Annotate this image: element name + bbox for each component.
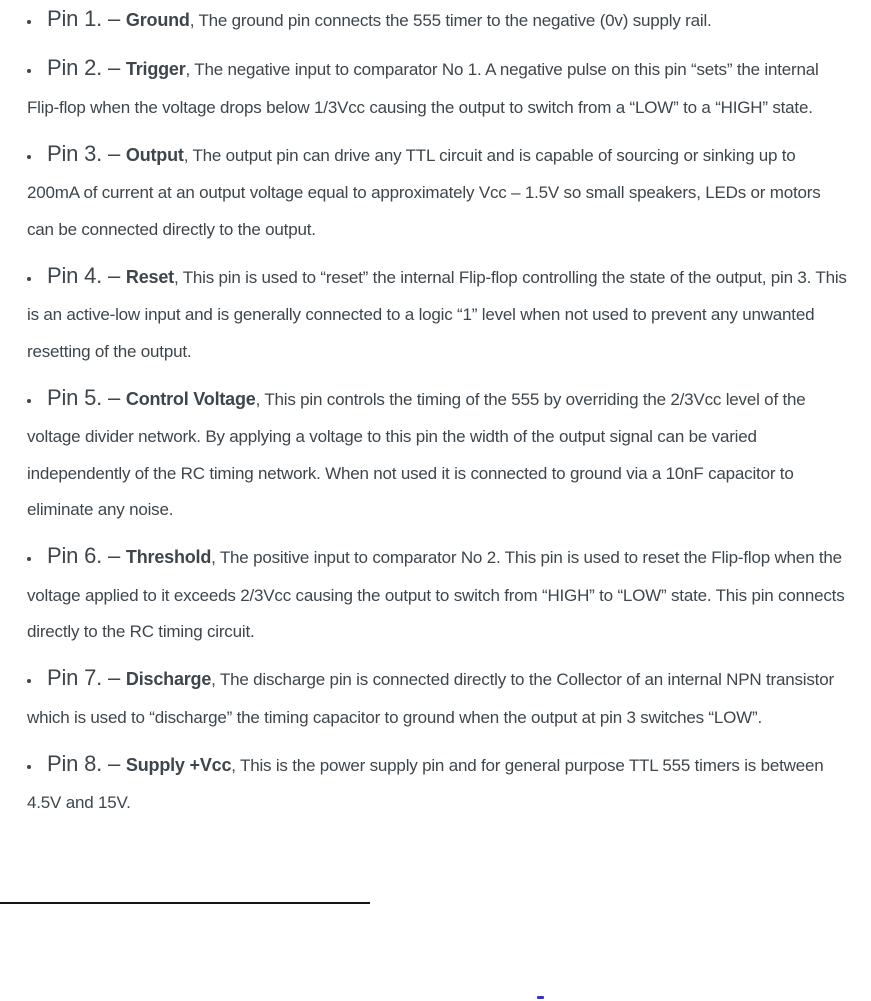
pin-term: Ground xyxy=(125,10,190,30)
pin-list-item xyxy=(27,380,849,529)
pin-term: Control Voltage xyxy=(125,388,256,409)
pin-number-label: Pin 8. – xyxy=(47,750,126,776)
pin-description: , The ground pin connects the 555 timer to the negative (0v) supply rail. xyxy=(189,11,712,30)
pin-term: Reset xyxy=(125,266,174,287)
horizontal-divider xyxy=(0,902,370,904)
pin-number-label: Pin 3. – xyxy=(47,140,126,166)
pin-term: Supply +Vcc xyxy=(125,754,232,775)
pin-description: , The output pin can drive any TTL circuit and is capable of sourcing or sinking up to 200mA of current at an output voltage equal to approximately Vcc – 1.5V so small speakers, LEDs or motors can be connected directly to the output. xyxy=(27,145,821,239)
pin-number-label: Pin 6. – xyxy=(47,543,126,569)
pin-description: , The discharge pin is connected directly to the Collector of an internal NPN transistor which is used to “discharge” the timing capacitor to ground when the output at pin 3 switches “LOW”. xyxy=(27,670,834,727)
pin-number-label: Pin 2. – xyxy=(47,55,126,81)
pin-description: , This pin is used to “reset” the internal Flip-flop controlling the state of the output, pin 3. This is an active-low input and is generally connected to a logic “1” level when not used to prevent any unwanted resetting of the output. xyxy=(27,267,847,361)
pin-list-item xyxy=(27,136,849,248)
pin-description: , This pin controls the timing of the 555 by overriding the 2/3Vcc level of the voltage divider network. By applying a voltage to this pin the width of the output signal can be varied independently of the RC timing network. When not used it is connected to ground via a 10nF capacitor to eliminate any noise. xyxy=(27,389,806,520)
pin-list-item xyxy=(27,258,849,370)
pin-description: , The positive input to comparator No 2. This pin is used to reset the Flip-flop when the voltage applied to it exceeds 2/3Vcc causing the output to switch from “HIGH” to “LOW” state. This pin connects directly to the RC timing circuit. xyxy=(27,548,845,642)
pin-description: , This is the power supply pin and for general purpose TTL 555 timers is between 4.5V and 15V. xyxy=(27,755,824,813)
pin-list-item xyxy=(27,1,849,40)
pin-number-label: Pin 7. – xyxy=(47,665,126,691)
pin-list-item xyxy=(27,660,849,736)
pin-description: , The negative input to comparator No 1. A negative pulse on this pin “sets” the internal Flip-flop when the voltage drops below 1/3Vcc causing the output to switch from a “LOW” to a “HIGH” state. xyxy=(27,60,819,117)
pin-list-item xyxy=(27,538,849,650)
pin-term: Discharge xyxy=(125,669,212,690)
pin-number-label: Pin 4. – xyxy=(47,262,126,288)
pin-term: Output xyxy=(125,144,184,165)
pin-list-item xyxy=(27,746,849,822)
pin-list-item xyxy=(27,50,849,126)
pin-term: Trigger xyxy=(125,59,186,80)
pin-number-label: Pin 5. – xyxy=(47,384,126,410)
pin-term: Threshold xyxy=(125,547,212,568)
pin-number-label: Pin 1. – xyxy=(47,6,126,31)
truncated-link-fragment xyxy=(537,996,544,999)
